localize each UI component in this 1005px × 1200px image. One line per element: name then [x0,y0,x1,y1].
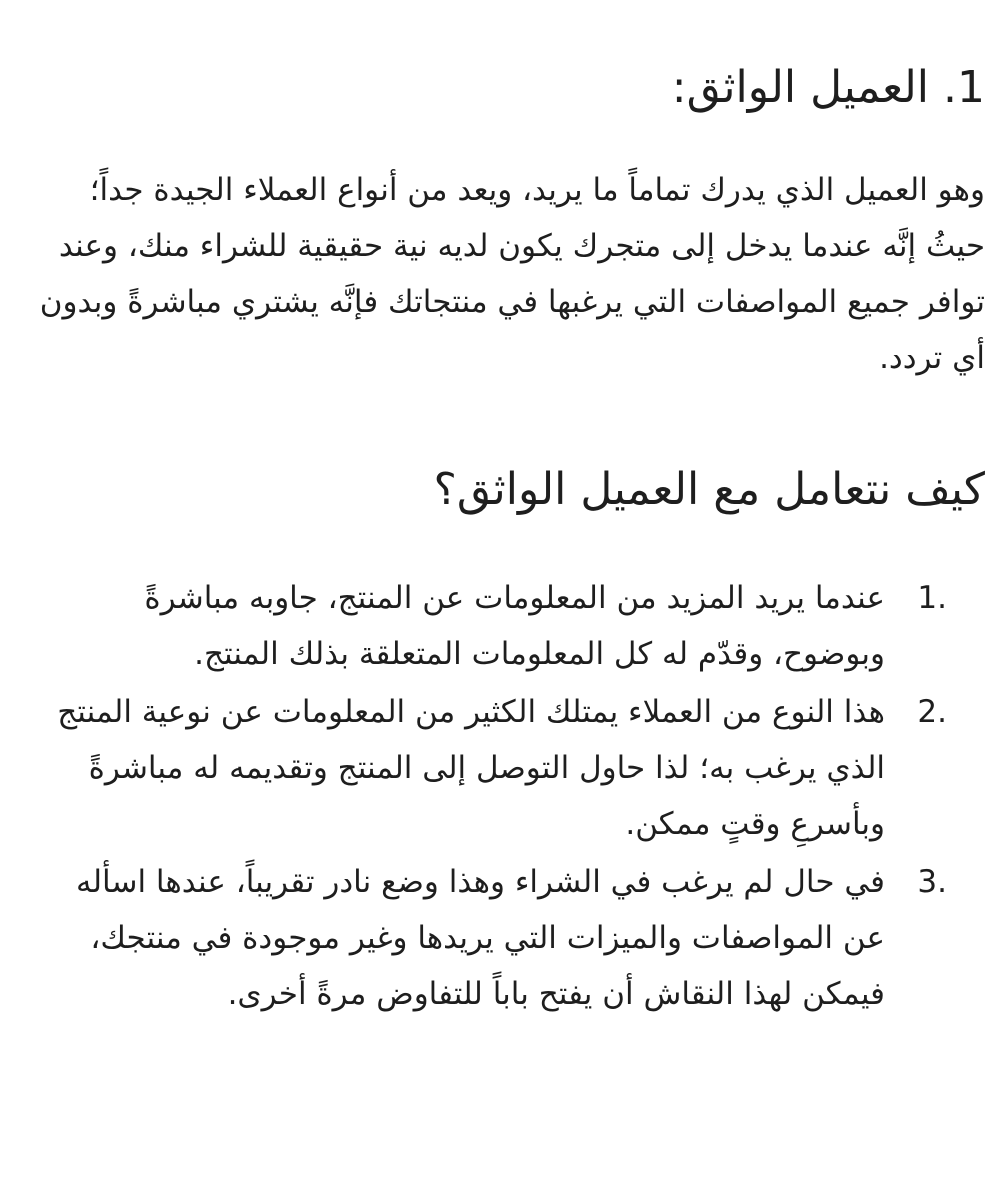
list-item-text: هذا النوع من العملاء يمتلك الكثير من المعلومات عن نوعية المنتج الذي يرغب به؛ لذا حاول التوصل إلى المنتج وتقديمه له مباشرةً وبأسرعِ وقتٍ ممكن. [57,694,885,842]
list-item-text: عندما يريد المزيد من المعلومات عن المنتج، جاوبه مباشرةً وبوضوح، وقدّم له كل المعلومات المتعلقة بذلك المنتج. [144,580,885,672]
list-item [30,684,1005,852]
section-title: 1. العميل الواثق: [671,62,985,113]
list-item [30,570,1005,682]
list-item-number: 3. [917,864,947,900]
list-item-text: في حال لم يرغب في الشراء وهذا وضع نادر تقريباً، عندها اسأله عن المواصفات والميزات التي يريدها وغير موجودة في منتجك، فيمكن لهذا النقاش أن يفتح باباً للتفاوض مرةً أخرى. [75,864,885,1012]
list-item-number: 1. [917,580,947,616]
list-item-number: 2. [917,694,947,730]
list-item [30,854,1005,1022]
steps-list [30,570,1005,1024]
sub-title: كيف نتعامل مع العميل الواثق؟ [433,464,985,515]
intro-paragraph: وهو العميل الذي يدرك تماماً ما يريد، ويعد من أنواع العملاء الجيدة جداً؛ حيثُ إنَّه عندما يدخل إلى متجرك يكون لديه نية حقيقية للشراء منك، وعند توافر جميع المواصفات التي يرغبها في منتجاتك فإنَّه يشتري مباشرةً وبدون أي تردد. [39,172,985,376]
